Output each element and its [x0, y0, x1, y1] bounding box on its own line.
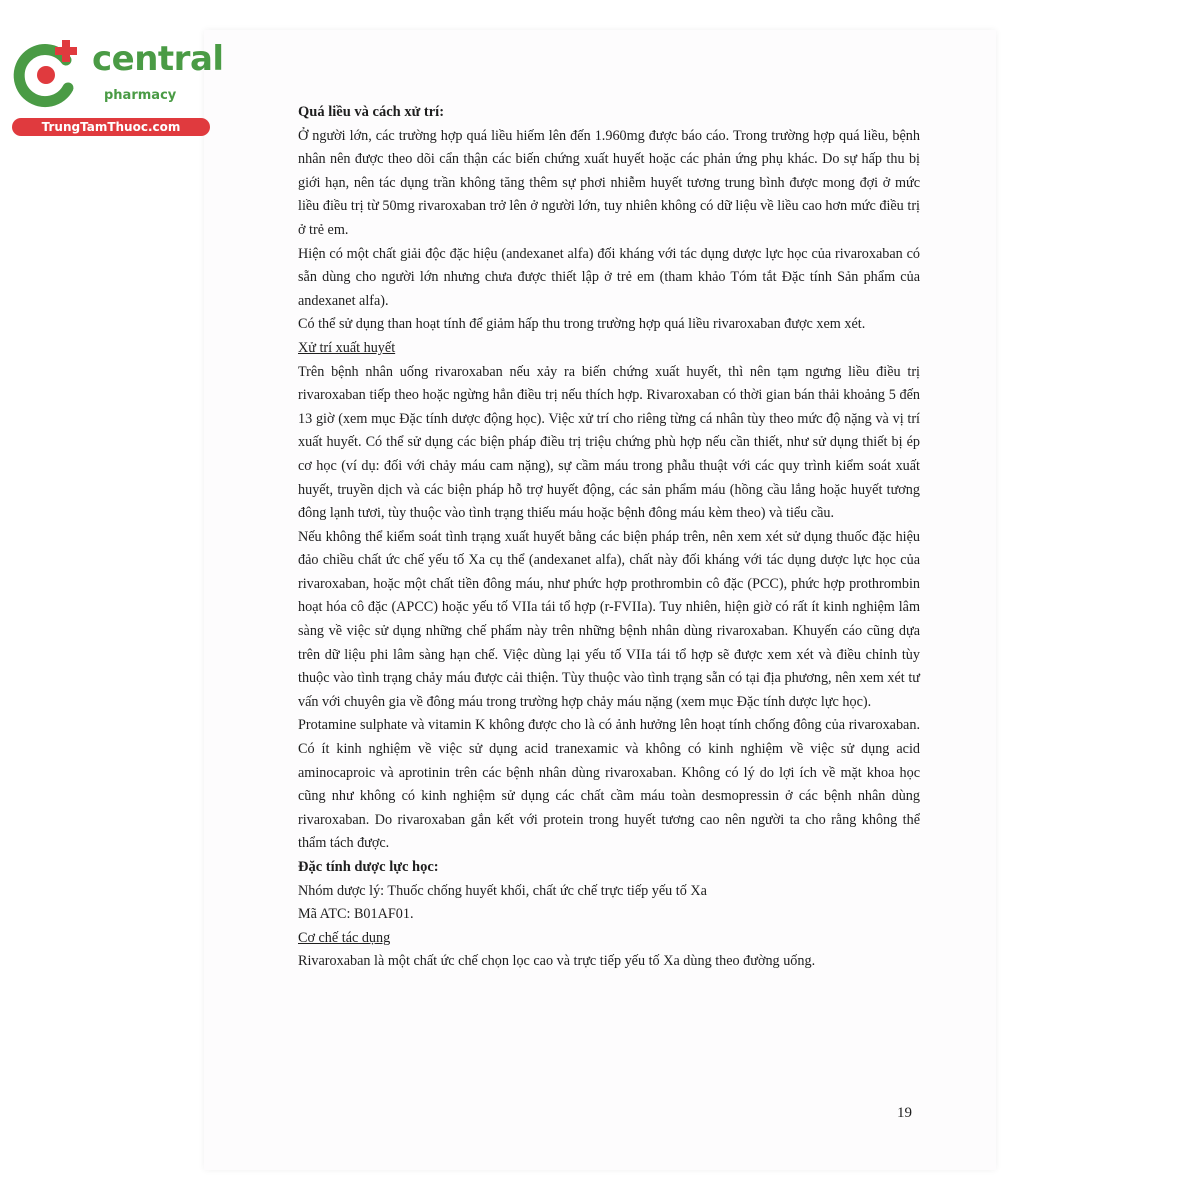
brand-website-badge[interactable]: TrungTamThuoc.com: [12, 118, 210, 136]
document-content: [298, 101, 920, 974]
paragraph: Rivaroxaban là một chất ức chế chọn lọc cao và trực tiếp yếu tố Xa dùng theo đường uống.: [298, 953, 816, 970]
paragraph: Protamine sulphate và vitamin K không được cho là có ảnh hưởng lên hoạt tính chống đông của rivaroxaban. Có ít kinh nghiệm về việc sử dụng acid tranexamic và không có kinh nghiệm về việc sử dụng acid aminocaproic và aprotinin trên các bệnh nhân dùng rivaroxaban. Không có lý do lợi ích về mặt khoa học cũng như không có kinh nghiệm sử dụng các chất cầm máu toàn desmopressin ở các bệnh nhân dùng rivaroxaban. Do rivaroxaban gắn kết với protein trong huyết tương cao nên người ta cho rằng không thể thẩm tách được.: [298, 717, 920, 852]
brand-logo[interactable]: [12, 38, 224, 138]
paragraph: Mã ATC: B01AF01.: [298, 906, 414, 923]
brand-subtitle: pharmacy: [104, 88, 177, 103]
paragraph: Nếu không thể kiểm soát tình trạng xuất huyết bằng các biện pháp trên, nên xem xét sử dụng thuốc đặc hiệu đảo chiều chất ức chế yếu tố Xa cụ thể (andexanet alfa), chất này đối kháng với tác dụng dược lực học của rivaroxaban, hoặc một chất tiền đông máu, như phức hợp prothrombin cô đặc (PCC), phức hợp prothrombin hoạt hóa cô đặc (APCC) hoặc yếu tố VIIa tái tổ hợp (r-FVIIa). Tuy nhiên, hiện giờ có rất ít kinh nghiệm lâm sàng về việc sử dụng những chế phẩm này trên những bệnh nhân dùng rivaroxaban. Khuyến cáo cũng dựa trên dữ liệu phi lâm sàng hạn chế. Việc dùng lại yếu tố VIIa tái tổ hợp sẽ được xem xét và điều chỉnh tùy thuộc vào tình trạng chảy máu được cải thiện. Tùy thuộc vào tình trạng sẵn có tại địa phương, nên xem xét tư vấn với chuyên gia về đông máu trong trường hợp chảy máu nặng (xem mục Đặc tính dược lực học).: [298, 528, 920, 710]
section-heading-overdose: Quá liều và cách xử trí:: [298, 104, 445, 120]
section-heading-pharmacodynamics: Đặc tính dược lực học:: [298, 859, 439, 875]
paragraph: Hiện có một chất giải độc đặc hiệu (andexanet alfa) đối kháng với tác dụng dược lực học của rivaroxaban có sẵn dùng cho người lớn nhưng chưa được thiết lập ở trẻ em (tham khảo Tóm tắt Đặc tính Sản phẩm của andexanet alfa).: [298, 245, 920, 309]
brand-name: central: [92, 39, 224, 79]
paragraph: Ở người lớn, các trường hợp quá liều hiếm lên đến 1.960mg được báo cáo. Trong trường hợp quá liều, bệnh nhân nên được theo dõi cẩn thận các biến chứng xuất huyết hoặc các phản ứng phụ khác. Do sự hấp thu bị giới hạn, nên tác dụng trần không tăng thêm sự phơi nhiễm huyết tương trung bình được mong đợi ở mức liều điều trị từ 50mg rivaroxaban trở lên ở người lớn, tuy nhiên không có dữ liệu về liều cao hơn mức điều trị ở trẻ em.: [298, 127, 920, 238]
central-pharmacy-logo-icon: [12, 38, 84, 110]
paragraph: Nhóm dược lý: Thuốc chống huyết khối, chất ức chế trực tiếp yếu tố Xa: [298, 882, 707, 899]
page-number: 19: [897, 1105, 912, 1121]
paragraph: Có thể sử dụng than hoạt tính để giảm hấp thu trong trường hợp quá liều rivaroxaban được xem xét.: [298, 316, 866, 333]
subheading-mechanism: Cơ chế tác dụng: [298, 929, 391, 946]
paragraph: Trên bệnh nhân uống rivaroxaban nếu xảy ra biến chứng xuất huyết, thì nên tạm ngưng liều điều trị rivaroxaban tiếp theo hoặc ngừng hẳn điều trị nếu thích hợp. Rivaroxaban có thời gian bán thải khoảng 5 đến 13 giờ (xem mục Đặc tính dược động học). Việc xử trí cho riêng từng cá nhân tùy theo mức độ nặng và vị trí xuất huyết. Có thể sử dụng các biện pháp điều trị triệu chứng phù hợp nếu cần thiết, như sử dụng thiết bị ép cơ học (ví dụ: đối với chảy máu cam nặng), sự cầm máu trong phẫu thuật với các quy trình kiểm soát xuất huyết, truyền dịch và các biện pháp hỗ trợ huyết động, các sản phẩm máu (hồng cầu lắng hoặc huyết tương đông lạnh tươi, tùy thuộc vào tình trạng thiếu máu hoặc bệnh đông máu kèm theo) và tiểu cầu.: [298, 363, 920, 522]
subheading-bleeding-management: Xử trí xuất huyết: [298, 339, 396, 356]
